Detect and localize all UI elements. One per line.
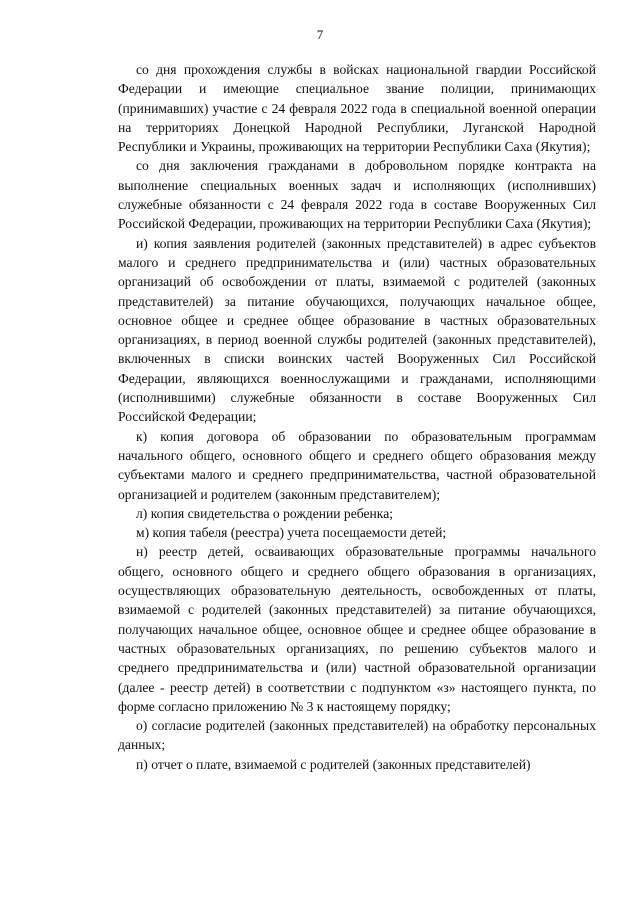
paragraph-item-n: н) реестр детей, осваивающих образовательные программы начального общего, основного общего и среднего общего образования в организациях, осуществляющих образовательную деятельность, освобожденных от платы, взимаемой с родителей (законных представителей) за питание обучающихся, получающих начальное общее, основное общее и среднее общее образование в частных образовательных организациях, по решению субъектов малого и среднего предпринимательства и (или) частной образовательной организации (далее - реестр детей) в соответствии с подпунктом «з» настоящего пункта, по форме согласно приложению № 3 к настоящему порядку; bbox=[118, 544, 596, 714]
paragraph-item-k: к) копия договора об образовании по образовательным программам начального общего, основного общего и среднего общего образования между субъектами малого и среднего предпринимательства, частной образовательной организацией и родителем (законным представителем); bbox=[118, 428, 596, 502]
paragraph-item-m: м) копия табеля (реестра) учета посещаемости детей; bbox=[136, 525, 447, 541]
paragraph-item-o: о) согласие родителей (законных представителей) на обработку персональных данных; bbox=[118, 718, 596, 753]
paragraph: со дня прохождения службы в войсках национальной гвардии Российской Федерации и имеющие специальное звание полиции, принимающих (принимавших) участие с 24 февраля 2022 года в специальной военной операции на территориях Донецкой Народной Республики, Луганской Народной Республики и Украины, проживающих на территории Республики Саха (Якутия); bbox=[118, 62, 596, 155]
paragraph: со дня заключения гражданами в добровольном порядке контракта на выполнение специальных военных задач и исполняющих (исполнивших) служебные обязанности с 24 февраля 2022 года в составе Вооруженных Сил Российской Федерации, проживающих на территории Республики Саха (Якутия); bbox=[118, 158, 596, 232]
paragraph-item-p: п) отчет о плате, взимаемой с родителей (законных представителей) bbox=[136, 756, 531, 772]
document-body bbox=[118, 60, 596, 774]
page-number: 7 bbox=[316, 27, 324, 42]
paragraph-item-l: л) копия свидетельства о рождении ребенка; bbox=[136, 505, 393, 521]
paragraph-item-i: и) копия заявления родителей (законных представителей) в адрес субъектов малого и среднего предпринимательства и (или) частных образовательных организаций об освобождении от платы, взимаемой с родителей (законных представителей) за питание обучающихся, получающих начальное общее, основное общее и среднее общее образование в частных образовательных организациях, в период военной службы родителей (законных представителей), включенных в списки воинских частей Вооруженных Сил Российской Федерации, являющихся военнослужащими и гражданами, исполняющими (исполнившими) служебные обязанности в составе Вооруженных Сил Российской Федерации; bbox=[118, 235, 596, 425]
